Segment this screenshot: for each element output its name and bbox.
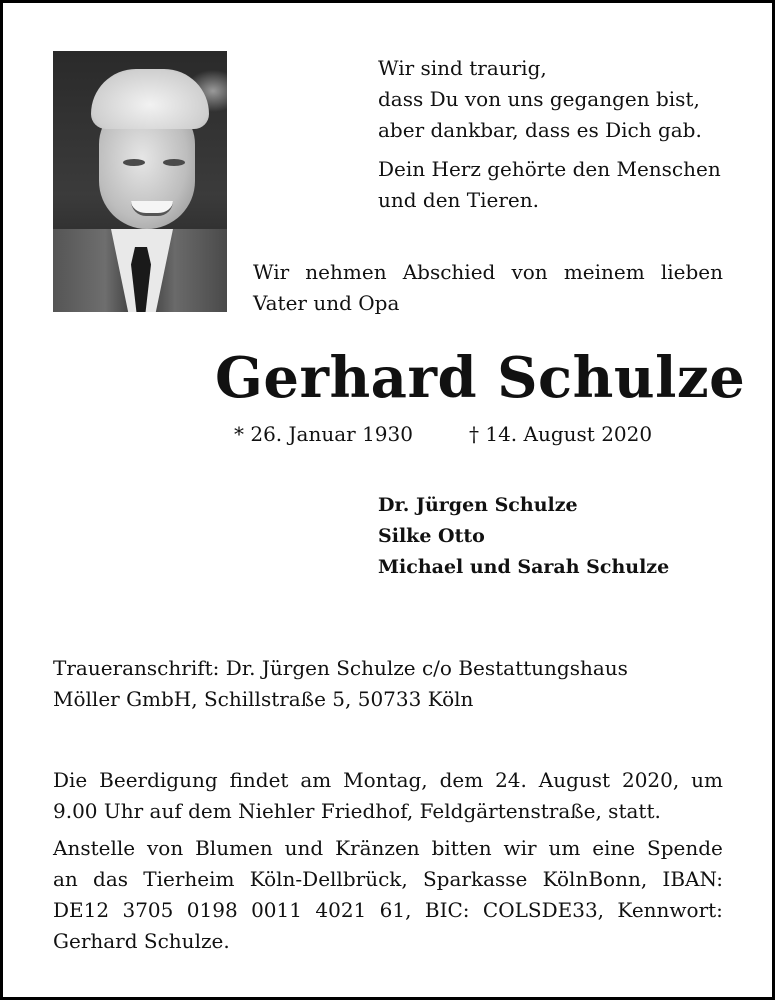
memorial-poem bbox=[378, 53, 721, 216]
word: August bbox=[538, 768, 611, 792]
word: 0198 bbox=[186, 898, 238, 922]
word: Sparkasse bbox=[422, 867, 528, 891]
word: Köln-Dellbrück, bbox=[249, 867, 408, 891]
mourning-address bbox=[53, 653, 628, 715]
word: Die bbox=[53, 768, 88, 792]
funeral-paragraph bbox=[53, 765, 723, 827]
word: um bbox=[691, 768, 723, 792]
address-line: Traueranschrift: Dr. Jürgen Schulze c/o Bestattungshaus bbox=[53, 656, 628, 680]
farewell-text bbox=[253, 257, 723, 319]
word: DE12 bbox=[53, 898, 110, 922]
word: findet bbox=[229, 768, 289, 792]
mourner-name: Dr. Jürgen Schulze bbox=[378, 494, 578, 516]
word: Wir bbox=[253, 260, 290, 284]
funeral-line: 9.00 Uhr auf dem Niehler Friedhof, Feldgärtenstraße, statt. bbox=[53, 799, 661, 823]
portrait-photo bbox=[53, 51, 227, 312]
word: BIC: bbox=[424, 898, 470, 922]
farewell-line-1 bbox=[253, 257, 723, 288]
word: wir bbox=[503, 836, 537, 860]
donation-line: Gerhard Schulze. bbox=[53, 929, 230, 953]
word: an bbox=[53, 867, 78, 891]
word: Anstelle bbox=[53, 836, 136, 860]
word: IBAN: bbox=[662, 867, 723, 891]
deceased-name: Gerhard Schulze bbox=[215, 345, 746, 411]
funeral-line bbox=[53, 765, 723, 796]
word: um bbox=[548, 836, 581, 860]
word: 3705 bbox=[122, 898, 174, 922]
word: am bbox=[300, 768, 332, 792]
donation-line bbox=[53, 895, 723, 926]
word: 4021 bbox=[315, 898, 367, 922]
photo-hair bbox=[91, 69, 209, 129]
poem-line: Wir sind traurig, bbox=[378, 56, 547, 80]
word: KölnBonn, bbox=[542, 867, 648, 891]
donation-line bbox=[53, 833, 723, 864]
word: 24. bbox=[495, 768, 527, 792]
word: lieben bbox=[660, 260, 723, 284]
donation-paragraph bbox=[53, 833, 723, 957]
photo-eye-left bbox=[123, 159, 145, 166]
mourner-name: Michael und Sarah Schulze bbox=[378, 556, 670, 578]
word: nehmen bbox=[305, 260, 387, 284]
poem-line: und den Tieren. bbox=[378, 188, 540, 212]
poem-line: Dein Herz gehörte den Menschen bbox=[378, 157, 721, 181]
word: 2020, bbox=[621, 768, 680, 792]
word: COLSDE33, bbox=[482, 898, 605, 922]
birth-date: * 26. Januar 1930 bbox=[234, 422, 413, 446]
death-date: † 14. August 2020 bbox=[469, 422, 653, 446]
word: 61, bbox=[379, 898, 412, 922]
word: Beerdigung bbox=[99, 768, 218, 792]
word: von bbox=[146, 836, 184, 860]
photo-eye-right bbox=[163, 159, 185, 166]
word: Kennwort: bbox=[617, 898, 723, 922]
word: Spende bbox=[647, 836, 723, 860]
word: und bbox=[284, 836, 324, 860]
poem-line: dass Du von uns gegangen bist, bbox=[378, 87, 700, 111]
address-line: Möller GmbH, Schillstraße 5, 50733 Köln bbox=[53, 687, 474, 711]
word: Tierheim bbox=[143, 867, 235, 891]
word: von bbox=[511, 260, 548, 284]
poem-line: aber dankbar, dass es Dich gab. bbox=[378, 118, 702, 142]
word: dem bbox=[439, 768, 484, 792]
word: Montag, bbox=[343, 768, 428, 792]
word: 0011 bbox=[251, 898, 302, 922]
mourners-list bbox=[378, 490, 669, 583]
funeral-details bbox=[53, 765, 723, 963]
word: das bbox=[93, 867, 129, 891]
word: Kränzen bbox=[335, 836, 420, 860]
donation-line bbox=[53, 864, 723, 895]
word: bitten bbox=[431, 836, 492, 860]
farewell-line-2: Vater und Opa bbox=[253, 291, 400, 315]
word: Abschied bbox=[402, 260, 496, 284]
word: eine bbox=[592, 836, 636, 860]
word: meinem bbox=[563, 260, 645, 284]
word: Blumen bbox=[195, 836, 273, 860]
mourner-name: Silke Otto bbox=[378, 525, 485, 547]
